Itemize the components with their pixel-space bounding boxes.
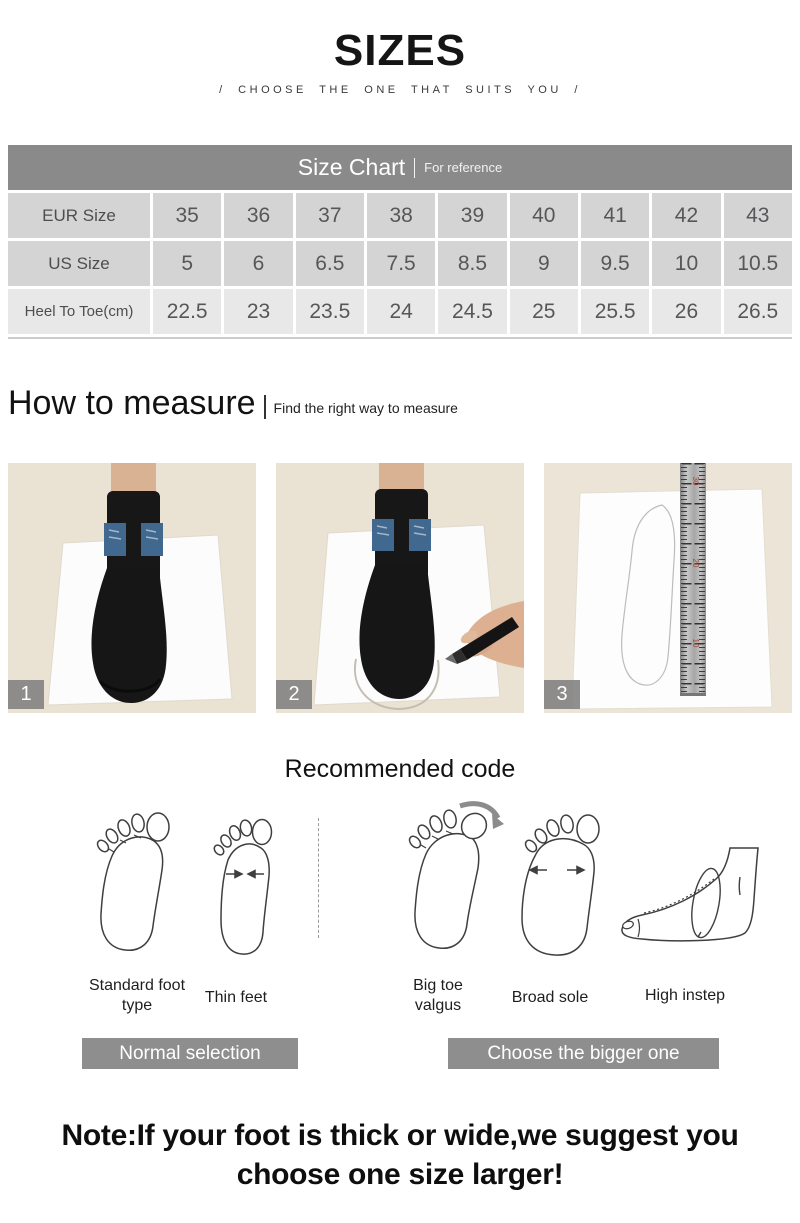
table-cell: 9 bbox=[510, 241, 578, 286]
table-cell: 40 bbox=[510, 193, 578, 238]
table-cell: 41 bbox=[581, 193, 649, 238]
group-divider bbox=[318, 818, 319, 938]
ruler-measure-photo bbox=[544, 463, 792, 713]
thin-feet-diagram bbox=[198, 812, 284, 962]
table-cell: 36 bbox=[224, 193, 292, 238]
table-cell: 26.5 bbox=[724, 289, 792, 334]
row-label: EUR Size bbox=[8, 193, 150, 238]
table-cell: 10.5 bbox=[724, 241, 792, 286]
step-number-badge: 3 bbox=[544, 680, 580, 709]
foot-type-label: Big toe valgus bbox=[413, 977, 463, 1014]
table-cell: 24 bbox=[367, 289, 435, 334]
foot-type-label: Standard foot type bbox=[88, 977, 186, 1014]
how-to-measure-subtitle: Find the right way to measure bbox=[273, 399, 458, 416]
row-label: Heel To Toe(cm) bbox=[8, 289, 150, 334]
table-cell: 8.5 bbox=[438, 241, 506, 286]
step-photo-2 bbox=[276, 463, 524, 713]
table-bottom-line bbox=[8, 337, 792, 339]
table-cell: 23.5 bbox=[296, 289, 364, 334]
table-cell: 43 bbox=[724, 193, 792, 238]
ruler-number: 10 bbox=[691, 638, 700, 648]
drawing-outline-photo bbox=[276, 463, 524, 713]
table-cell: 23 bbox=[224, 289, 292, 334]
step-photo-1 bbox=[8, 463, 256, 713]
table-row-eur bbox=[8, 193, 792, 238]
foot-type-label: High instep bbox=[644, 987, 726, 1004]
page-title: SIZES bbox=[333, 26, 467, 75]
ruler-number: 20 bbox=[691, 558, 700, 568]
table-cell: 26 bbox=[652, 289, 720, 334]
foot-on-paper-photo bbox=[8, 463, 256, 713]
table-cell: 37 bbox=[296, 193, 364, 238]
step-number-badge: 2 bbox=[276, 680, 312, 709]
table-row-heel-to-toe bbox=[8, 289, 792, 334]
recommended-title: Recommended code bbox=[284, 755, 516, 783]
table-cell: 42 bbox=[652, 193, 720, 238]
step-photo-3 bbox=[544, 463, 792, 713]
size-note: Note:If your foot is thick or wide,we suggest you choose one size larger! bbox=[61, 1119, 739, 1191]
measure-step-photos bbox=[8, 463, 792, 713]
size-chart-table bbox=[8, 145, 792, 339]
table-cell: 6.5 bbox=[296, 241, 364, 286]
normal-selection-label: Normal selection bbox=[82, 1038, 298, 1069]
table-cell: 38 bbox=[367, 193, 435, 238]
heading-divider bbox=[264, 395, 266, 419]
row-label: US Size bbox=[8, 241, 150, 286]
table-cell: 22.5 bbox=[153, 289, 221, 334]
big-toe-valgus-diagram bbox=[392, 800, 508, 958]
table-row-us bbox=[8, 241, 792, 286]
header-divider bbox=[414, 158, 415, 178]
choose-bigger-label: Choose the bigger one bbox=[448, 1038, 719, 1069]
table-cell: 24.5 bbox=[438, 289, 506, 334]
standard-foot-diagram bbox=[78, 806, 192, 961]
page-subtitle: / CHOOSE THE ONE THAT SUITS YOU / bbox=[219, 84, 581, 96]
broad-sole-diagram bbox=[505, 810, 609, 962]
step-number-badge: 1 bbox=[8, 680, 44, 709]
how-to-measure-title: How to measure bbox=[8, 384, 256, 422]
table-cell: 35 bbox=[153, 193, 221, 238]
size-chart-title: Size Chart bbox=[297, 154, 406, 180]
table-cell: 7.5 bbox=[367, 241, 435, 286]
size-chart-header bbox=[8, 145, 792, 190]
ruler-number: 30 bbox=[691, 476, 700, 486]
foot-type-label: Thin feet bbox=[204, 989, 268, 1006]
table-cell: 39 bbox=[438, 193, 506, 238]
how-to-measure-heading bbox=[8, 384, 458, 423]
table-cell: 6 bbox=[224, 241, 292, 286]
foot-type-label: Broad sole bbox=[511, 989, 589, 1006]
table-cell: 5 bbox=[153, 241, 221, 286]
table-cell: 10 bbox=[652, 241, 720, 286]
table-cell: 9.5 bbox=[581, 241, 649, 286]
size-chart-note: For reference bbox=[424, 160, 503, 175]
high-instep-diagram bbox=[612, 845, 770, 957]
table-cell: 25 bbox=[510, 289, 578, 334]
table-cell: 25.5 bbox=[581, 289, 649, 334]
